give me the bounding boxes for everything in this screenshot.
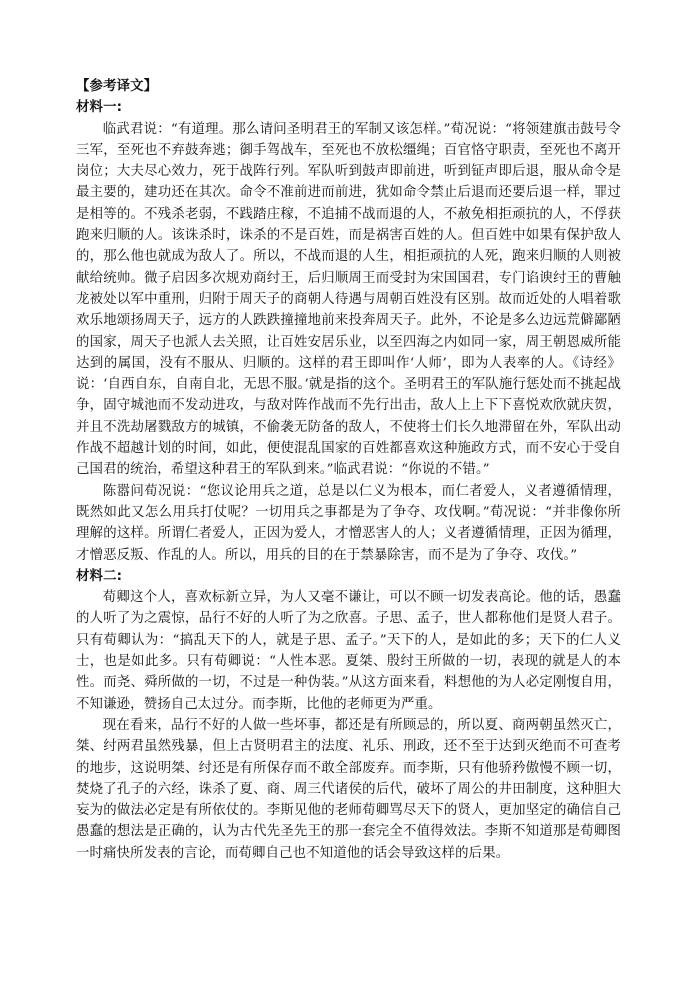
paragraph: 荀卿这个人，喜欢标新立异，为人又毫不谦让，可以不顾一切发表高论。他的话，愚蠢的人听了为之震惊，品行不好的人听了为之欣喜。子思、孟子，世人都称他们是贤人君子。只有荀卿认为：“搞乱天下的人，就是子思、孟子。”天下的人，是如此的多；天下的仁人义士，也是如此多。只有荀卿说：“人性本恶。夏桀、殷纣王所做的一切，表现的就是人的本性。而尧、舜所做的一切，不过是一种伪装。”从这方面来看，料想他的为人必定刚愎自用，不知谦逊，赞扬自己太过分。而李斯，比他的老师更为严重。 bbox=[76, 590, 621, 712]
section-material-one bbox=[76, 97, 621, 566]
section-label: 材料一: bbox=[76, 100, 123, 116]
section-label: 材料二: bbox=[76, 568, 123, 584]
paragraph: 现在看来，品行不好的人做一些坏事，都还是有所顾忌的，所以夏、商两朝虽然灭亡，桀、纣两君虽然残暴，但上古贤明君主的法度、礼乐、刑政，还不至于达到灭绝而不可查考的地步，这说明桀、纣还是有所保存而不敢全部废弃。而李斯，只有他骄矜傲慢不顾一切，焚烧了孔子的六经，诛杀了夏、商、周三代诸侯的后代，破坏了周公的井田制度，这种胆大妄为的做法必定是有所依仗的。李斯见他的老师荀卿骂尽天下的贤人，更加坚定的确信自己愚蠢的想法是正确的，认为古代先圣先王的那一套完全不值得效法。李斯不知道那是荀卿图一时痛快所发表的言论，而荀卿自己也不知道他的话会导致这样的后果。 bbox=[76, 717, 621, 861]
document-heading: 【参考译文】 bbox=[76, 79, 158, 94]
section-material-two bbox=[76, 566, 621, 864]
document-page bbox=[76, 76, 621, 864]
paragraph: 陈嚣问荀况说：“您议论用兵之道，总是以仁义为根本，而仁者爱人，义者遵循情理，既然如此又怎么用兵打仗呢？一切用兵之事都是为了争夺、攻伐啊。”荀况说：“并非像你所理解的这样。所谓仁者爱人，正因为爱人，才憎恶害人的人；义者遵循情理，正因为循理，才憎恶反叛、作乱的人。所以，用兵的目的在于禁暴除害，而不是为了争夺、攻伐。” bbox=[76, 483, 621, 563]
paragraph: 临武君说：“有道理。那么请问圣明君王的军制又该怎样。”荀况说：“将领建旗击鼓号令三军，至死也不弃鼓奔逃；御手驾战车，至死也不放松缰绳；百官恪守职责，至死也不离开岗位；大夫尽心效力，死于战阵行列。军队听到鼓声即前进，听到钲声即后退，服从命令是最主要的，建功还在其次。命令不准前进而前进，犹如命令禁止后退而还要后退一样，罪过是相等的。不残杀老弱，不践踏庄稼，不追捕不战而退的人，不赦免相拒顽抗的人，不俘获跑来归顺的人。该诛杀时，诛杀的不是百姓，而是祸害百姓的人。但百姓中如果有保护敌人的，那么他也就成为敌人了。所以，不战而退的人生，相拒顽抗的人死，跑来归顺的人则被献给统帅。微子启因多次规劝商纣王，后归顺周王而受封为宋国国君，专门谄谀纣王的曹触龙被处以军中重刑，归附于周天子的商朝人待遇与周朝百姓没有区别。故而近处的人唱着歌欢乐地颂扬周天子，远方的人跌跌撞撞地前来投奔周天子。此外，不论是多么边远荒僻鄙陋的国家，周天子也派人去关照，让百姓安居乐业，以至四海之内如同一家，周王朝恩威所能达到的属国，没有不服从、归顺的。这样的君王即叫作‘人师’，即为人表率的人。《诗经》说：‘自西自东，自南自北，无思不服。’就是指的这个。圣明君王的军队施行惩处而不挑起战争，固守城池而不发动进攻，与敌对阵作战而不先行出击，敌人上上下下喜悦欢欣就庆贺，并且不洗劫屠戮敌方的城镇，不偷袭无防备的敌人，不使将士们长久地滞留在外，军队出动作战不超越计划的时间，如此，便使混乱国家的百姓都喜欢这种施政方式，而不安心于受自己国君的统治，希望这种君王的军队到来。”临武君说：“你说的不错。” bbox=[76, 121, 621, 478]
